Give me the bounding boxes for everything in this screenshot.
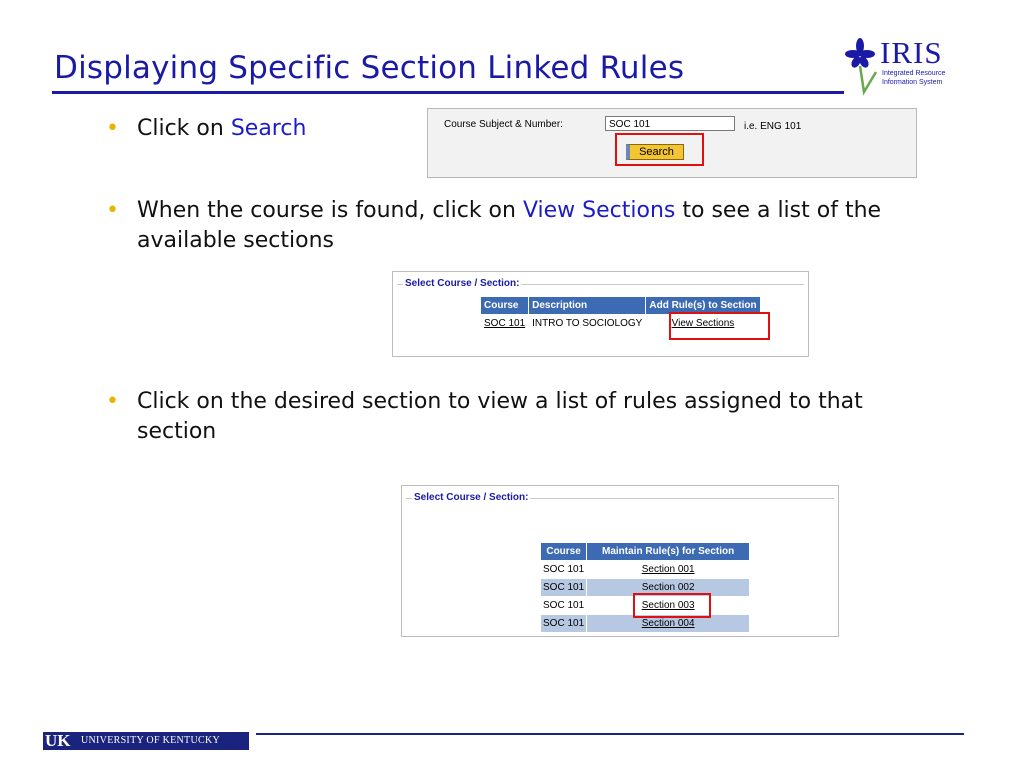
bullet-dot-icon: •	[106, 389, 119, 414]
course-number-label: Course Subject & Number:	[444, 119, 563, 130]
slide-title: Displaying Specific Section Linked Rules	[54, 50, 685, 86]
bullet-2	[106, 196, 937, 256]
view-sections-highlight-box	[669, 312, 770, 340]
course-number-hint: i.e. ENG 101	[744, 121, 802, 132]
title-underline	[52, 91, 844, 94]
uk-mark: UK	[45, 731, 71, 750]
search-button[interactable]: Search	[626, 144, 684, 160]
section-link[interactable]: Section 001	[587, 561, 750, 579]
section-select-screenshot	[401, 485, 839, 637]
column-header: Course	[541, 543, 587, 561]
university-name: UNIVERSITY OF KENTUCKY	[81, 735, 221, 746]
search-form-screenshot	[427, 108, 917, 178]
column-header: Description	[529, 297, 646, 315]
search-highlight-box	[615, 133, 704, 166]
column-header: Maintain Rule(s) for Section	[587, 543, 750, 561]
bullet-dot-icon: •	[106, 198, 119, 223]
section-link[interactable]: Section 004	[587, 615, 750, 633]
view-sections-link-text: View Sections	[522, 198, 676, 223]
section-course: SOC 101	[541, 579, 587, 597]
section-link[interactable]: Section 003	[587, 597, 750, 615]
table-row	[541, 561, 750, 579]
course-description: INTRO TO SOCIOLOGY	[529, 315, 646, 333]
column-header: Course	[481, 297, 529, 315]
bullet-text: Click on the desired section to view a list of rules assigned to that section	[137, 389, 863, 444]
footer-rule	[256, 733, 964, 735]
bullet-3	[106, 387, 937, 447]
section-course: SOC 101	[541, 561, 587, 579]
bullet-text: to see a list of the available sections	[137, 198, 882, 253]
section-course: SOC 101	[541, 615, 587, 633]
course-number-input[interactable]: SOC 101	[605, 116, 735, 131]
bullet-1	[106, 114, 307, 144]
fieldset-legend: Select Course / Section:	[414, 492, 529, 503]
uk-logo	[43, 732, 249, 750]
section-course: SOC 101	[541, 597, 587, 615]
iris-logo-subtitle: Integrated Resource	[882, 70, 946, 77]
fieldset-legend: Select Course / Section:	[405, 278, 520, 289]
column-header: Add Rule(s) to Section	[646, 297, 760, 315]
iris-logo-text: IRIS	[880, 35, 943, 70]
bullet-text: When the course is found, click on	[137, 198, 523, 223]
iris-logo-subtitle: Information System	[882, 79, 943, 86]
view-sections-link[interactable]: View Sections	[646, 315, 760, 333]
course-link[interactable]: SOC 101	[481, 315, 529, 333]
section-link[interactable]: Section 002	[587, 579, 750, 597]
bullet-dot-icon: •	[106, 116, 119, 141]
bullet-text: Click on	[137, 116, 231, 141]
section-highlight-box	[633, 593, 711, 618]
course-select-screenshot	[392, 271, 809, 357]
search-link-text: Search	[230, 116, 307, 141]
section-table	[540, 542, 750, 633]
